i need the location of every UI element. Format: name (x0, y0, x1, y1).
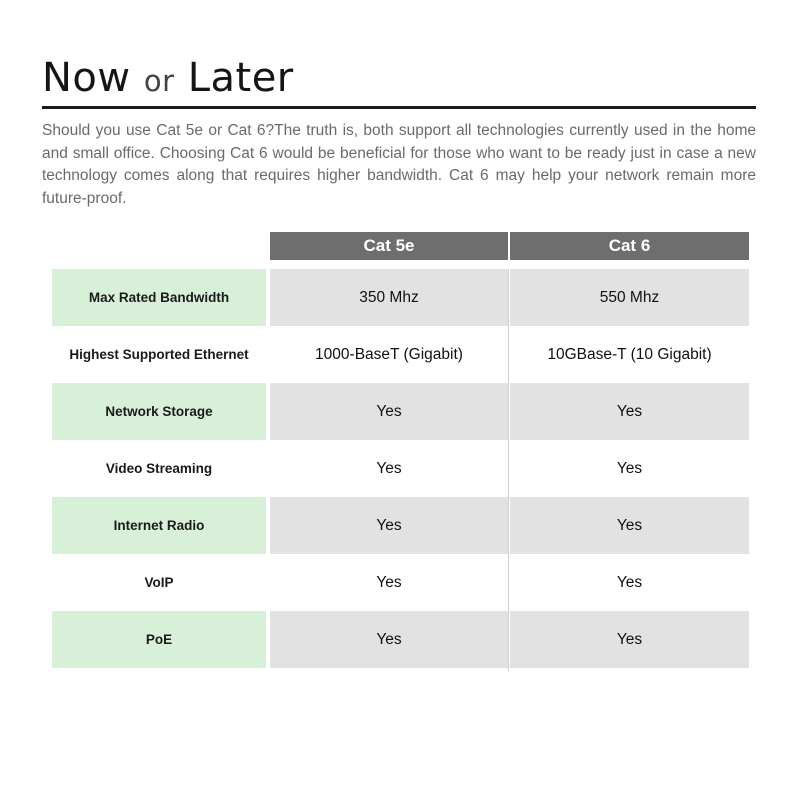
column-divider (508, 269, 509, 671)
header-cat6: Cat 6 (510, 232, 749, 260)
row-label: PoE (52, 611, 266, 668)
title-or: or (143, 64, 175, 98)
row-label: Max Rated Bandwidth (52, 269, 266, 326)
cat5e-value: Yes (270, 497, 510, 554)
row-label: Highest Supported Ethernet (69, 347, 249, 362)
title-divider (42, 106, 756, 109)
cat5e-value: Yes (270, 554, 510, 611)
table-body (52, 269, 749, 668)
cat5e-value: Yes (270, 383, 510, 440)
table-header-row (52, 232, 749, 260)
table-row (52, 611, 749, 668)
row-label: VoIP (144, 575, 174, 590)
title-now: Now (42, 55, 131, 101)
row-label: Video Streaming (105, 461, 213, 476)
cat5e-value: Yes (270, 440, 510, 497)
table-row (52, 497, 749, 554)
row-label: Internet Radio (52, 497, 266, 554)
cat6-value: Yes (510, 383, 749, 440)
page-title (42, 52, 294, 107)
cat5e-value: Yes (270, 611, 510, 668)
cat6-value: 10GBase-T (10 Gigabit) (547, 345, 712, 363)
row-label: Network Storage (52, 383, 266, 440)
cat6-value: 550 Mhz (510, 269, 749, 326)
intro-paragraph: Should you use Cat 5e or Cat 6?The truth is, both support all technologies currently used in the home and small office. Choosing Cat 6 would be beneficial for those who want to be ready just in case a new technology comes along that requires higher bandwidth. Cat 6 may help your network remain more future-proof. (42, 122, 756, 207)
table-row (52, 440, 749, 497)
cat6-value: Yes (616, 573, 643, 591)
title-later: Later (187, 55, 294, 101)
comparison-table (52, 232, 749, 668)
cat6-value: Yes (616, 459, 643, 477)
cat6-value: Yes (510, 497, 749, 554)
header-spacer (52, 232, 268, 260)
cat6-value: Yes (510, 611, 749, 668)
header-cat5e: Cat 5e (270, 232, 508, 260)
table-row (52, 269, 749, 326)
table-row (52, 326, 749, 383)
table-row (52, 554, 749, 611)
table-row (52, 383, 749, 440)
cat5e-value: 1000-BaseT (Gigabit) (270, 326, 510, 383)
cat5e-value: 350 Mhz (270, 269, 510, 326)
